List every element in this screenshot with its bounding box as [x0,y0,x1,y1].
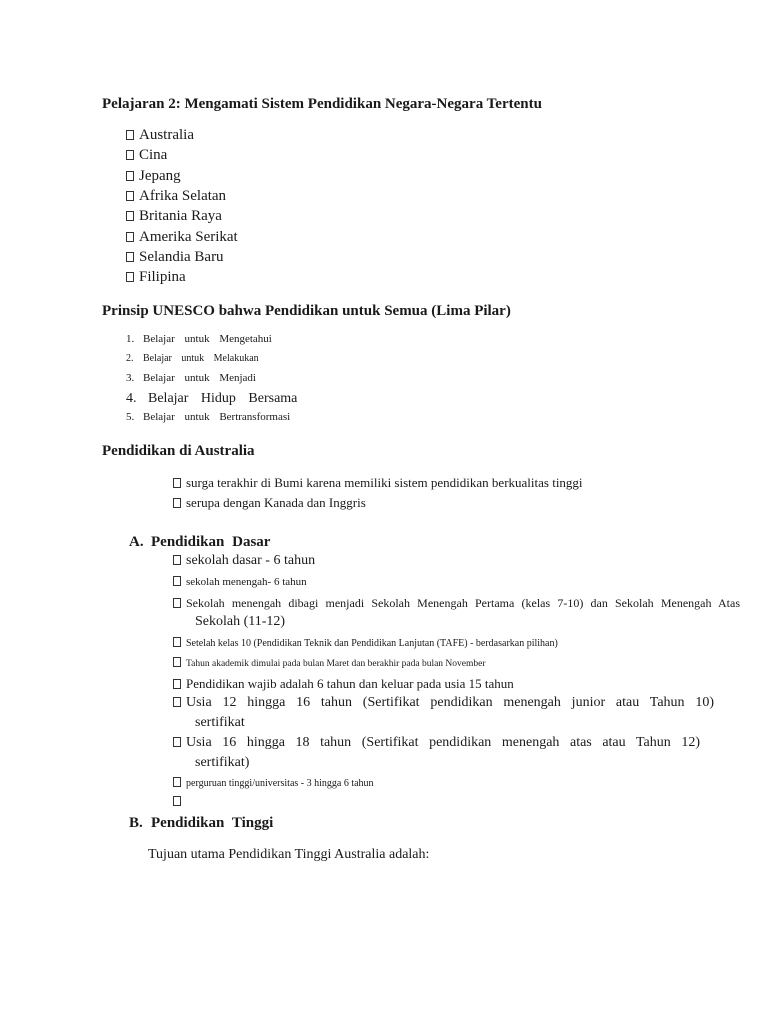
country-item: Amerika Serikat [126,229,238,246]
country-item: Filipina [126,269,186,286]
section-a-item: perguruan tinggi/universitas - 3 hingga 6 tahun [173,777,374,789]
section-a-item-continued: sertifikat [195,715,245,730]
section-a-item: sekolah menengah- 6 tahun [173,576,307,588]
australia-intro-item: surga terakhir di Bumi karena memiliki sistem pendidikan berkualitas tinggi [173,475,583,491]
checkbox-icon [126,252,134,262]
section-a-item: Usia 16 hingga 18 tahun (Sertifikat pendidikan menengah atas atau Tahun 12) [173,735,700,751]
section-a-item-continued: sertifikat) [195,755,250,770]
checkbox-icon [173,555,181,565]
section-a-item: Pendidikan wajib adalah 6 tahun dan keluar pada usia 15 tahun [173,676,514,692]
australia-intro-item: serupa dengan Kanada dan Inggris [173,495,366,511]
section-a-item: Tahun akademik dimulai pada bulan Maret dan berakhir pada bulan November [173,657,486,669]
country-item: Australia [126,127,194,144]
unesco-heading: Prinsip UNESCO bahwa Pendidikan untuk Semua (Lima Pilar) [102,303,511,319]
checkbox-icon [173,777,181,787]
checkbox-icon [173,478,181,488]
section-a-item: sekolah dasar - 6 tahun [173,553,315,569]
pillar-item: 3. Belajar untuk Menjadi [126,372,256,384]
country-item: Afrika Selatan [126,188,226,205]
checkbox-icon [173,637,181,647]
section-b-heading: B. Pendidikan Tinggi [129,815,274,831]
section-b-text: Tujuan utama Pendidikan Tinggi Australia adalah: [148,847,430,862]
section-a-item: Usia 12 hingga 16 tahun (Sertifikat pendidikan menengah junior atau Tahun 10) [173,695,714,711]
checkbox-icon [126,171,134,181]
section-a-item: Sekolah menengah dibagi menjadi Sekolah Menengah Pertama (kelas 7-10) dan Sekolah Menengah Atas [173,596,740,611]
checkbox-icon [173,697,181,707]
section-a-item-continued: Sekolah (11-12) [195,614,286,629]
checkbox-icon [126,211,134,221]
checkbox-icon [126,130,134,140]
checkbox-icon [126,272,134,282]
country-item: Britania Raya [126,208,222,225]
pillar-item: 2. Belajar untuk Melakukan [126,353,259,364]
pillar-item: 1. Belajar untuk Mengetahui [126,333,272,345]
pillar-item: 5. Belajar untuk Bertransformasi [126,411,291,423]
country-item: Selandia Baru [126,249,224,266]
country-item: Cina [126,147,167,164]
checkbox-icon [173,576,181,586]
checkbox-icon [173,598,181,608]
checkbox-icon [126,232,134,242]
checkbox-icon [126,150,134,160]
lesson-title: Pelajaran 2: Mengamati Sistem Pendidikan Negara-Negara Tertentu [102,96,542,112]
country-item: Jepang [126,168,181,185]
checkbox-icon [173,498,181,508]
section-a-heading: A. Pendidikan Dasar [129,534,271,550]
pillar-item: 4. Belajar Hidup Bersama [126,391,298,406]
section-a-item: Setelah kelas 10 (Pendidikan Teknik dan Pendidikan Lanjutan (TAFE) - berdasarkan pilihan) [173,637,558,649]
australia-heading: Pendidikan di Australia [102,443,255,459]
section-a-empty-item [173,796,186,808]
checkbox-icon [126,191,134,201]
checkbox-icon [173,657,181,667]
checkbox-icon [173,737,181,747]
checkbox-icon [173,679,181,689]
checkbox-icon [173,796,181,806]
